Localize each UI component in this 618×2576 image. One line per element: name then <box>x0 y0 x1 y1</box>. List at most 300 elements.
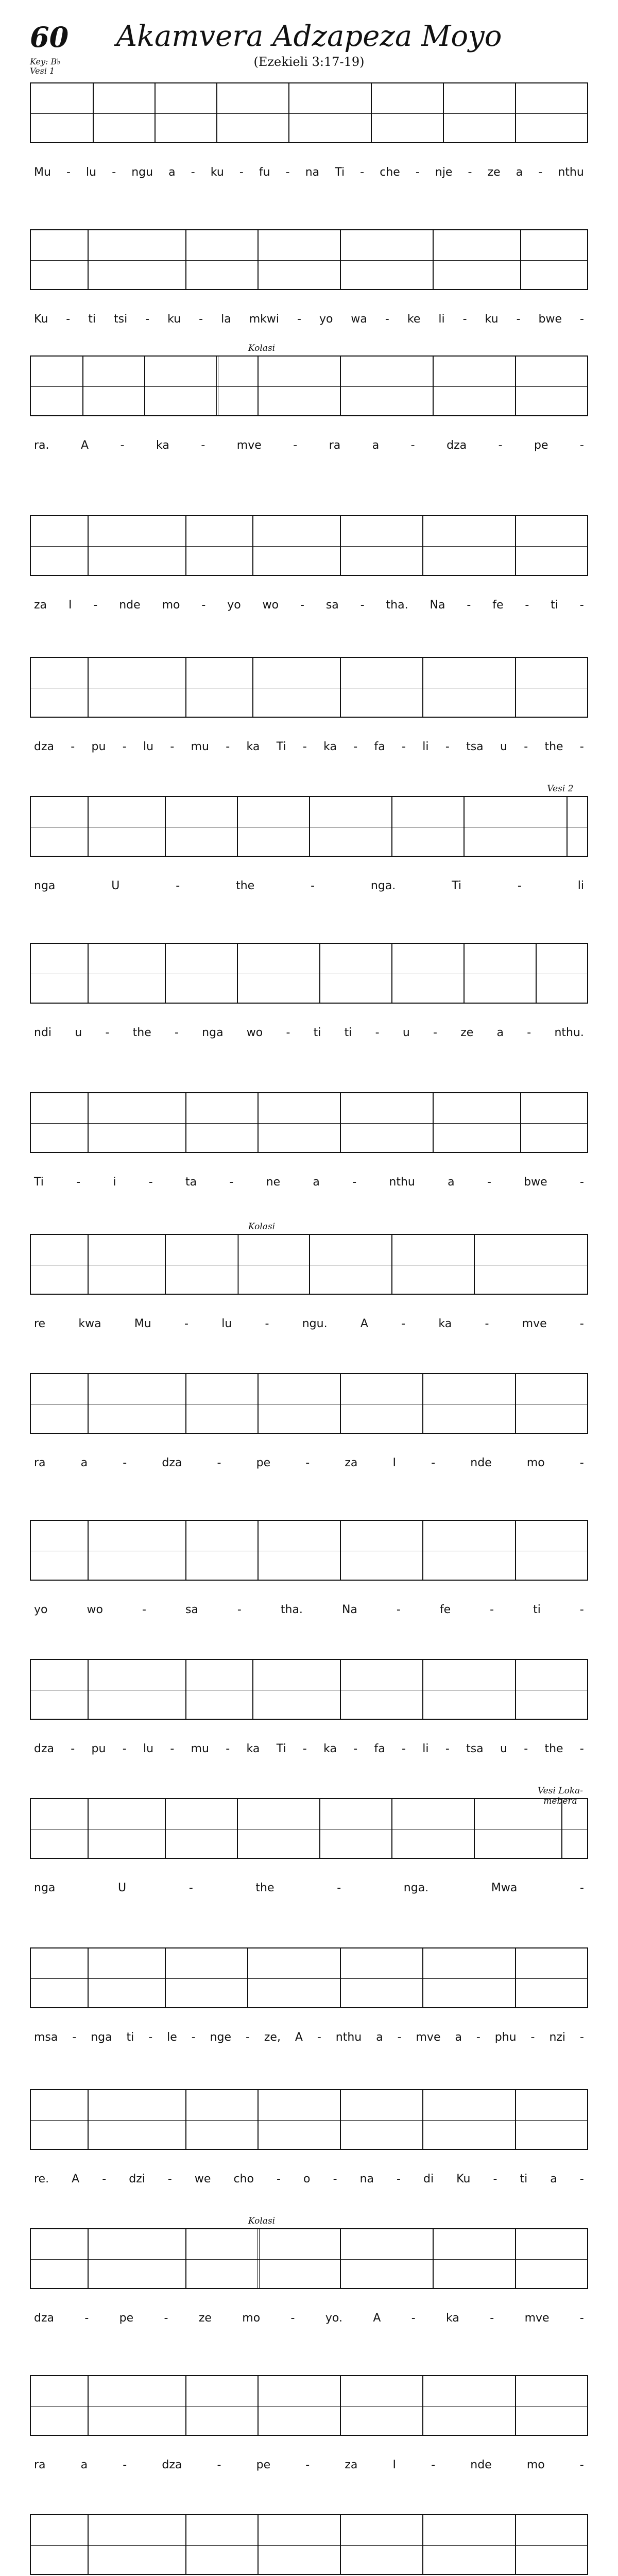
syllable-hyphen: - <box>375 1026 380 1039</box>
lyric-syllable: yo <box>227 599 241 612</box>
bar-line <box>515 2229 516 2288</box>
lyric-syllable: u <box>75 1026 82 1039</box>
syllable-hyphen: - <box>493 2173 497 2185</box>
lyric-syllable: nga <box>34 1882 56 1894</box>
lyric-syllable: mve <box>524 2312 550 2325</box>
score-system <box>30 1786 588 1916</box>
bar-line <box>185 2229 186 2288</box>
lyric-syllable: za <box>34 599 47 612</box>
tonic-solfa-staff <box>30 943 588 1004</box>
syllable-hyphen: - <box>191 2031 196 2044</box>
key-signature: Key: B♭ <box>30 57 61 66</box>
lyric-syllable: wa <box>351 313 367 326</box>
bar-line <box>391 1235 392 1294</box>
syllable-hyphen: - <box>579 2031 584 2044</box>
lyric-syllable: U <box>118 1882 127 1894</box>
lyric-syllable: Mwa <box>491 1882 518 1894</box>
bar-line <box>433 2229 434 2288</box>
syllable-hyphen: - <box>199 313 203 326</box>
lyric-syllable: ngu <box>131 166 153 179</box>
bar-line <box>433 1093 434 1152</box>
lyric-syllable: nga. <box>403 1882 429 1894</box>
score-system <box>30 2089 588 2207</box>
staff-divider <box>31 386 587 387</box>
lyrics-line <box>30 1456 588 1469</box>
syllable-hyphen: - <box>402 740 406 753</box>
bar-line <box>340 2229 341 2288</box>
lyric-syllable: mkwi <box>249 313 279 326</box>
lyric-syllable: msa <box>34 2031 58 2044</box>
syllable-hyphen: - <box>290 2312 295 2325</box>
bar-line <box>185 516 186 575</box>
lyric-syllable: mo <box>526 1456 545 1469</box>
lyric-syllable: bwe <box>538 313 562 326</box>
lyric-syllable: cho <box>233 2173 254 2185</box>
bar-line <box>154 83 156 142</box>
bar-line <box>319 1799 320 1858</box>
lyric-syllable: di <box>423 2173 434 2185</box>
syllable-hyphen: - <box>170 1742 175 1755</box>
lyric-syllable: nthu. <box>554 1026 584 1039</box>
bar-line <box>185 2376 186 2435</box>
syllable-hyphen: - <box>397 2173 401 2185</box>
lyric-syllable: A <box>373 2312 381 2325</box>
lyric-syllable: sa <box>325 599 339 612</box>
syllable-hyphen: - <box>352 1176 357 1189</box>
hymn-number: 60 <box>30 21 69 54</box>
bar-line <box>515 1374 516 1433</box>
syllable-hyphen: - <box>277 2173 281 2185</box>
lyric-syllable: ze <box>460 1026 474 1039</box>
syllable-hyphen: - <box>353 740 358 753</box>
lyric-syllable: dza <box>34 740 54 753</box>
syllable-hyphen: - <box>122 740 127 753</box>
lyric-syllable: tha. <box>386 599 408 612</box>
score-system <box>30 515 588 633</box>
syllable-hyphen: - <box>302 740 307 753</box>
lyric-syllable: a <box>313 1176 320 1189</box>
bar-line <box>165 1948 166 2007</box>
section-mark: Vesi 2 <box>547 784 574 794</box>
syllable-hyphen: - <box>84 2312 89 2325</box>
bar-line <box>422 2090 423 2149</box>
lyric-syllable: ku <box>210 166 224 179</box>
bar-line <box>258 2090 259 2149</box>
tonic-solfa-staff <box>30 82 588 143</box>
lyric-syllable: nthu <box>389 1176 415 1189</box>
lyric-syllable: ti <box>344 1026 352 1039</box>
bar-line <box>88 944 89 1003</box>
syllable-hyphen: - <box>311 879 315 892</box>
syllable-hyphen: - <box>353 1742 358 1755</box>
bar-line <box>515 1521 516 1580</box>
bar-line <box>422 1521 423 1580</box>
score-system <box>30 2375 588 2493</box>
lyrics-line <box>30 740 588 753</box>
lyric-syllable: li <box>438 313 445 326</box>
lyric-syllable: a <box>516 166 523 179</box>
bar-line <box>309 797 310 856</box>
bar-line <box>319 944 320 1003</box>
bar-line <box>340 1093 341 1152</box>
lyric-syllable: ti <box>533 1603 541 1616</box>
syllable-hyphen: - <box>285 166 290 179</box>
tonic-solfa-staff <box>30 1798 588 1859</box>
bar-line <box>88 658 89 717</box>
lyric-syllable: ra <box>34 2459 46 2471</box>
bar-line <box>422 1374 423 1433</box>
lyric-syllable: ra. <box>34 439 49 452</box>
bar-line <box>185 658 186 717</box>
syllable-hyphen: - <box>72 2031 77 2044</box>
syllable-hyphen: - <box>191 166 195 179</box>
syllable-hyphen: - <box>201 439 205 452</box>
tonic-solfa-staff <box>30 2228 588 2289</box>
syllable-hyphen: - <box>524 740 528 753</box>
syllable-hyphen: - <box>123 1456 127 1469</box>
lyric-syllable: I <box>68 599 72 612</box>
bar-line <box>144 357 145 415</box>
lyric-syllable: ra <box>34 1456 46 1469</box>
lyric-syllable: Mu <box>34 166 51 179</box>
tonic-solfa-staff <box>30 1659 588 1720</box>
lyric-syllable: fa <box>374 1742 385 1755</box>
bar-line <box>422 1948 423 2007</box>
lyric-syllable: ra <box>329 439 341 452</box>
lyric-syllable: A <box>81 439 89 452</box>
lyric-syllable: li <box>422 740 429 753</box>
syllable-hyphen: - <box>468 166 472 179</box>
lyric-syllable: fa <box>374 740 385 753</box>
lyric-syllable: za <box>345 2459 358 2471</box>
syllable-hyphen: - <box>120 439 125 452</box>
lyric-syllable: mve <box>236 439 262 452</box>
lyric-syllable: fe <box>492 599 504 612</box>
bar-line <box>258 2515 259 2574</box>
syllable-hyphen: - <box>170 740 175 753</box>
bar-line <box>443 83 444 142</box>
lyric-syllable: nzi <box>549 2031 566 2044</box>
lyric-syllable: kwa <box>78 1317 101 1330</box>
syllable-hyphen: - <box>579 599 584 612</box>
score-system <box>30 1659 588 1776</box>
syllable-hyphen: - <box>293 439 298 452</box>
syllable-hyphen: - <box>245 2031 250 2044</box>
bar-line <box>340 230 341 289</box>
lyrics-line <box>30 599 588 612</box>
syllable-hyphen: - <box>527 1026 531 1039</box>
syllable-hyphen: - <box>431 1456 436 1469</box>
syllable-hyphen: - <box>490 1603 494 1616</box>
lyric-syllable: Ti <box>452 879 462 892</box>
lyrics-line <box>30 2031 588 2044</box>
lyric-syllable: phu <box>494 2031 517 2044</box>
score-system <box>30 1520 588 1637</box>
lyric-syllable: fu <box>259 166 270 179</box>
lyrics-line <box>30 1317 588 1330</box>
lyric-syllable: mu <box>191 740 209 753</box>
bar-line <box>422 658 423 717</box>
bar-line <box>165 1799 166 1858</box>
bar-line <box>88 797 89 856</box>
syllable-hyphen: - <box>265 1317 269 1330</box>
syllable-hyphen: - <box>123 2459 127 2471</box>
lyric-syllable: nthu <box>335 2031 362 2044</box>
bar-line <box>340 516 341 575</box>
syllable-hyphen: - <box>579 1882 584 1894</box>
bar-line <box>88 1235 89 1294</box>
bar-line <box>237 797 238 856</box>
syllable-hyphen: - <box>71 740 75 753</box>
lyric-syllable: la <box>221 313 231 326</box>
syllable-hyphen: - <box>360 166 365 179</box>
bar-line <box>391 944 392 1003</box>
syllable-hyphen: - <box>462 313 467 326</box>
lyric-syllable: che <box>380 166 400 179</box>
lyric-syllable: fe <box>439 1603 451 1616</box>
lyric-syllable: a <box>448 1176 455 1189</box>
lyric-syllable: ne <box>266 1176 281 1189</box>
lyric-syllable: ka <box>156 439 169 452</box>
lyric-syllable: Mu <box>134 1317 151 1330</box>
bar-line <box>185 1374 186 1433</box>
lyric-syllable: A <box>360 1317 368 1330</box>
syllable-hyphen: - <box>580 439 584 452</box>
bar-line <box>340 1660 341 1719</box>
lyric-syllable: I <box>392 1456 397 1469</box>
bar-line <box>515 516 516 575</box>
tonic-solfa-staff <box>30 2089 588 2150</box>
tonic-solfa-staff <box>30 515 588 576</box>
syllable-hyphen: - <box>226 1742 230 1755</box>
syllable-hyphen: - <box>485 1317 489 1330</box>
syllable-hyphen: - <box>286 1026 290 1039</box>
lyric-syllable: ndi <box>34 1026 52 1039</box>
lyric-syllable: Ku <box>34 313 48 326</box>
syllable-hyphen: - <box>579 1456 584 1469</box>
lyric-syllable: li <box>422 1742 429 1755</box>
lyric-syllable: nga <box>34 879 56 892</box>
bar-line <box>88 1521 89 1580</box>
lyric-syllable: li <box>577 879 584 892</box>
syllable-hyphen: - <box>229 1176 234 1189</box>
syllable-hyphen: - <box>302 1742 307 1755</box>
lyric-syllable: a <box>372 439 380 452</box>
bar-line <box>258 1521 259 1580</box>
bar-line <box>258 2229 260 2288</box>
lyric-syllable: a <box>376 2031 383 2044</box>
bar-line <box>185 1660 186 1719</box>
syllable-hyphen: - <box>579 1176 584 1189</box>
syllable-hyphen: - <box>102 2173 107 2185</box>
syllable-hyphen: - <box>431 2459 436 2471</box>
syllable-hyphen: - <box>174 1026 179 1039</box>
tonic-solfa-staff <box>30 2514 588 2575</box>
syllable-hyphen: - <box>148 1176 153 1189</box>
bar-line <box>561 1799 562 1858</box>
lyric-syllable: u <box>500 1742 507 1755</box>
bar-line <box>165 797 166 856</box>
lyrics-line <box>30 1026 588 1039</box>
bar-line <box>237 944 238 1003</box>
bar-line <box>515 2376 516 2435</box>
syllable-hyphen: - <box>410 439 415 452</box>
lyric-syllable: nje <box>435 166 453 179</box>
bar-line <box>185 230 186 289</box>
tonic-solfa-staff <box>30 657 588 718</box>
score-system <box>30 2514 588 2576</box>
lyric-syllable: ka <box>446 2312 459 2325</box>
lyric-syllable: re. <box>34 2173 49 2185</box>
lyric-syllable: Ti <box>335 166 345 179</box>
lyric-syllable: a <box>455 2031 462 2044</box>
bar-line <box>88 2376 89 2435</box>
lyric-syllable: pu <box>91 1742 106 1755</box>
bar-line <box>185 1521 186 1580</box>
bar-line <box>515 1948 516 2007</box>
syllable-hyphen: - <box>122 1742 127 1755</box>
bar-line <box>340 658 341 717</box>
tonic-solfa-staff <box>30 796 588 857</box>
lyric-syllable: dza <box>162 2459 182 2471</box>
lyric-syllable: ze <box>487 166 501 179</box>
syllable-hyphen: - <box>184 1317 188 1330</box>
lyric-syllable: A <box>72 2173 80 2185</box>
lyric-syllable: Ti <box>276 1742 286 1755</box>
lyric-syllable: ti <box>313 1026 321 1039</box>
lyric-syllable: dza <box>34 2312 54 2325</box>
bar-line <box>520 1093 521 1152</box>
bar-line <box>258 1374 259 1433</box>
lyric-syllable: U <box>111 879 120 892</box>
syllable-hyphen: - <box>411 2312 416 2325</box>
lyric-syllable: Ti <box>276 740 286 753</box>
syllable-hyphen: - <box>201 599 206 612</box>
bar-line <box>258 357 259 415</box>
lyric-syllable: a <box>168 166 176 179</box>
bar-line <box>474 1235 475 1294</box>
staff-divider <box>31 1978 587 1979</box>
lyric-syllable: Na <box>341 1603 357 1616</box>
lyric-syllable: nde <box>119 599 141 612</box>
lyric-syllable: lu <box>86 166 97 179</box>
lyric-syllable: yo <box>34 1603 48 1616</box>
bar-line <box>422 2515 423 2574</box>
lyric-syllable: tha. <box>280 1603 303 1616</box>
syllable-hyphen: - <box>217 2459 221 2471</box>
bar-line <box>185 2090 186 2149</box>
lyric-syllable: mu <box>191 1742 209 1755</box>
syllable-hyphen: - <box>433 1026 437 1039</box>
bar-line <box>185 2515 186 2574</box>
syllable-hyphen: - <box>396 1603 401 1616</box>
tonic-solfa-staff <box>30 2375 588 2436</box>
lyrics-line <box>30 439 588 452</box>
score-system <box>30 82 588 200</box>
syllable-hyphen: - <box>524 1742 528 1755</box>
lyric-syllable: pe <box>119 2312 134 2325</box>
syllable-hyphen: - <box>579 2173 584 2185</box>
syllable-hyphen: - <box>415 166 420 179</box>
lyric-syllable: ze <box>198 2312 212 2325</box>
bar-line <box>515 2515 516 2574</box>
syllable-hyphen: - <box>490 2312 494 2325</box>
bar-line <box>88 230 89 289</box>
lyric-syllable: ti <box>88 313 96 326</box>
section-mark: Vesi Loka-mebera <box>537 1786 583 1806</box>
lyric-syllable: na <box>359 2173 374 2185</box>
bar-line <box>422 2376 423 2435</box>
bar-line <box>566 797 568 856</box>
syllable-hyphen: - <box>476 2031 480 2044</box>
syllable-hyphen: - <box>538 166 543 179</box>
lyrics-line <box>30 1882 588 1894</box>
lyrics-line <box>30 2459 588 2471</box>
tonic-solfa-staff <box>30 1234 588 1295</box>
bar-line <box>309 1235 310 1294</box>
lyric-syllable: pe <box>256 2459 271 2471</box>
lyric-syllable: a <box>496 1026 504 1039</box>
bar-line <box>391 797 392 856</box>
syllable-hyphen: - <box>397 2031 402 2044</box>
syllable-hyphen: - <box>188 1882 193 1894</box>
syllable-hyphen: - <box>360 599 365 612</box>
lyric-syllable: ka <box>323 1742 337 1755</box>
syllable-hyphen: - <box>76 1176 81 1189</box>
bar-line <box>340 357 341 415</box>
syllable-hyphen: - <box>580 313 584 326</box>
lyric-syllable: lu <box>143 740 154 753</box>
lyric-syllable: ta <box>185 1176 197 1189</box>
lyric-syllable: le <box>167 2031 177 2044</box>
bar-line <box>340 1374 341 1433</box>
score-system <box>30 2216 588 2346</box>
lyric-syllable: dzi <box>129 2173 145 2185</box>
syllable-hyphen: - <box>148 2031 153 2044</box>
lyrics-line <box>30 2312 588 2325</box>
syllable-hyphen: - <box>93 599 98 612</box>
bar-line <box>258 2376 259 2435</box>
syllable-hyphen: - <box>579 1317 584 1330</box>
lyric-syllable: a <box>550 2173 557 2185</box>
bar-line <box>88 516 89 575</box>
lyric-syllable: ka <box>323 740 337 753</box>
score-system <box>30 1947 588 2065</box>
lyrics-line <box>30 1742 588 1755</box>
tonic-solfa-staff <box>30 355 588 416</box>
lyric-syllable: dza <box>447 439 467 452</box>
syllable-hyphen: - <box>579 2459 584 2471</box>
bar-line <box>247 1948 248 2007</box>
score-system <box>30 1373 588 1490</box>
bar-line <box>515 357 516 415</box>
syllable-hyphen: - <box>66 166 71 179</box>
syllable-hyphen: - <box>579 1742 584 1755</box>
syllable-hyphen: - <box>402 1742 406 1755</box>
syllable-hyphen: - <box>525 599 529 612</box>
staff-divider <box>31 2545 587 2546</box>
staff-divider <box>31 1123 587 1124</box>
syllable-hyphen: - <box>579 1603 584 1616</box>
score-system <box>30 229 588 347</box>
lyric-syllable: ku <box>167 313 181 326</box>
lyric-syllable: lu <box>143 1742 154 1755</box>
lyric-syllable: Ku <box>456 2173 471 2185</box>
bar-line <box>165 1235 166 1294</box>
lyric-syllable: mve <box>522 1317 547 1330</box>
bar-line <box>216 83 217 142</box>
staff-divider <box>31 260 587 261</box>
